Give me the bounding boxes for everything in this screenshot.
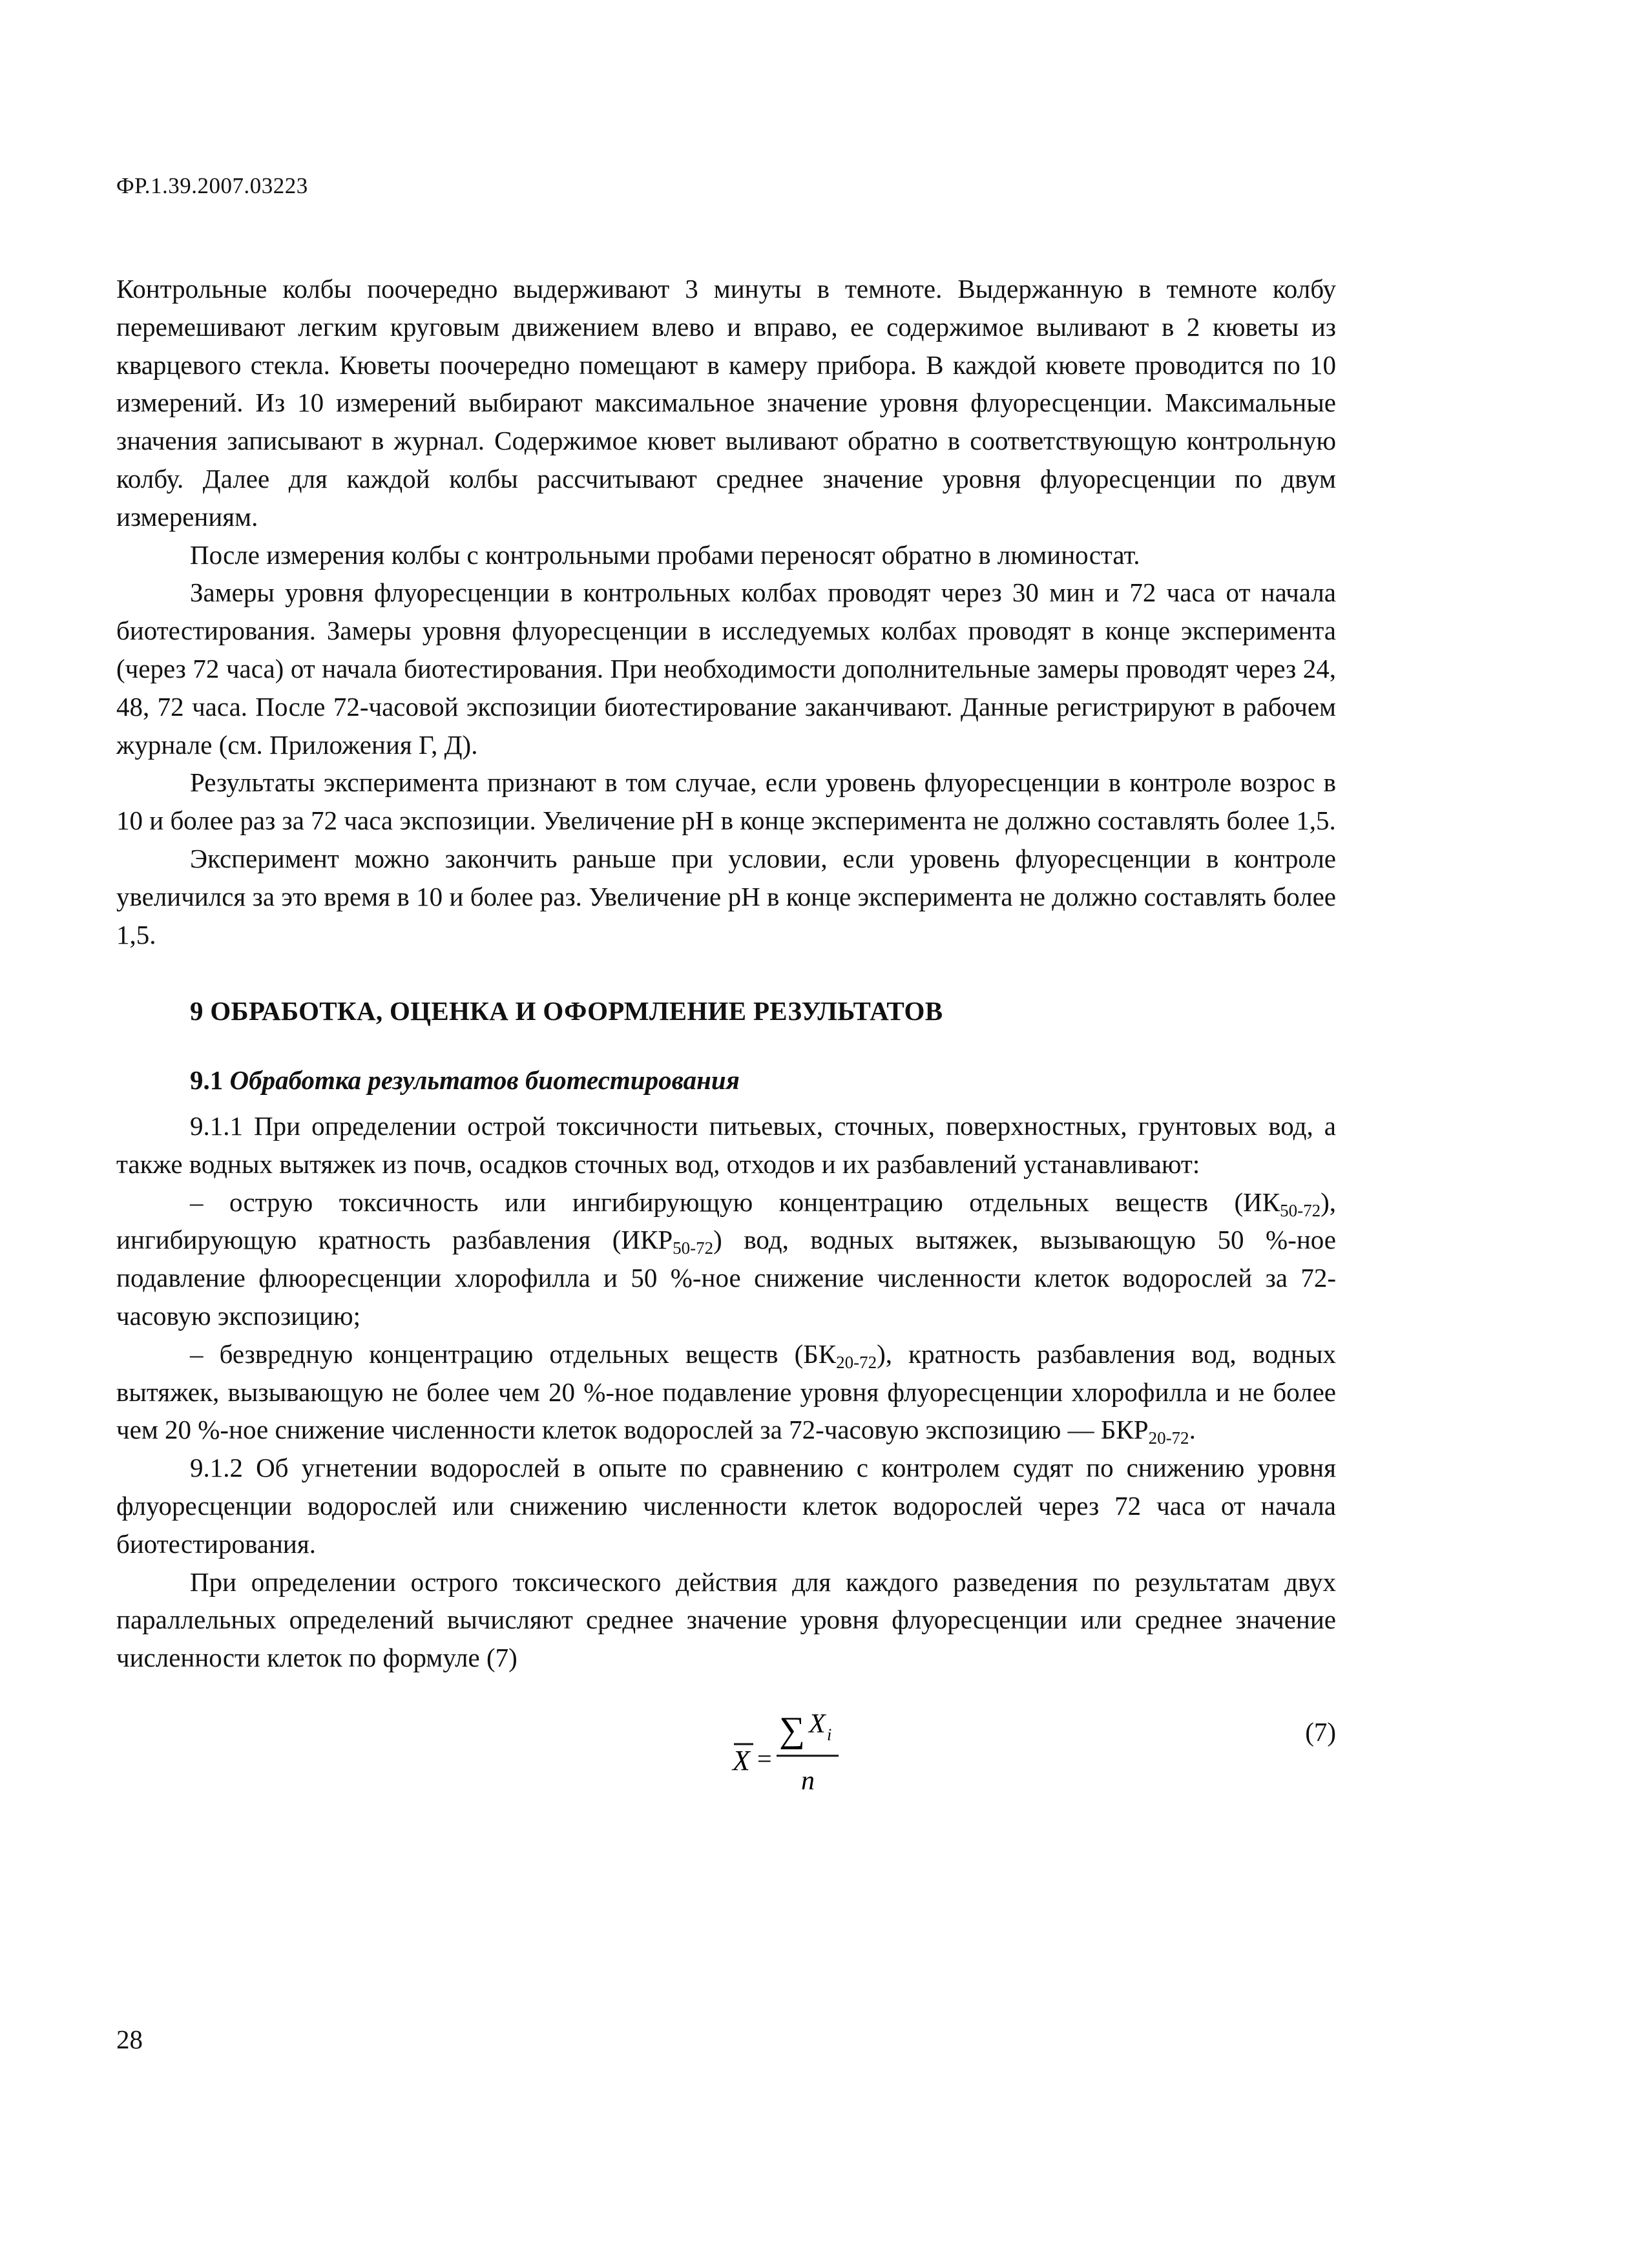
list-item-harmless <box>116 1335 1336 1449</box>
document-code: ФР.1.39.2007.03223 <box>116 173 308 198</box>
sum-symbol: ∑ <box>779 1709 805 1750</box>
paragraph: Контрольные колбы поочередно выдерживают 3 минуты в темноте. Выдержанную в темноте колбу перемешивают легким круговым движением влево и вправо, ее содержимое выливают в 2 кюветы из кварцевого стекла. Кюветы поочередно помещают в камеру прибора. В каждой кювете проводится по 10 измерений. Из 10 измерений выбирают максимальное значение уровня флуоресценции. Максимальные значения записывают в журнал. Содержимое кювет выливают обратно в соответствующую контрольную колбу. Далее для каждой колбы рассчитывают среднее значение уровня флуоресценции по двум измерениям. <box>116 274 1336 532</box>
formula-operator: = <box>757 1743 772 1773</box>
mean-formula <box>607 1683 853 1793</box>
formula-row <box>116 1683 1336 1793</box>
formula-lhs: X <box>733 1744 750 1776</box>
paragraph: После измерения колбы с контрольными пробами переносят обратно в люминостат. <box>190 539 1140 570</box>
paragraph-9-1-1: 9.1.1 При определении острой токсичности питьевых, сточных, поверхностных, грунтовых вод, а также водных вытяжек из почв, осадков сточных вод, отходов и их разбавлений устанавливают: <box>116 1110 1336 1179</box>
page-content <box>116 270 1336 1793</box>
list-item-toxicity <box>116 1183 1336 1335</box>
formula-number: (7) <box>1305 1716 1336 1747</box>
list-item-text: – острую токсичность или ингибирующую концентрацию отдельных веществ (ИК <box>190 1187 1280 1217</box>
list-item-text: – безвредную концентрацию отдельных веществ (БК <box>190 1338 837 1369</box>
subscript: 20-72 <box>836 1352 877 1372</box>
list-item-text: . <box>1189 1415 1196 1445</box>
formula-graphic <box>607 1683 853 1793</box>
paragraph: Эксперимент можно закончить раньше при условии, если уровень флуоресценции в контроле увеличился за это время в 10 и более раз. Увеличение pH в конце эксперимента не должно составлять более 1,5. <box>116 843 1336 950</box>
subscript: 20-72 <box>1148 1428 1189 1448</box>
subscript: 50-72 <box>673 1238 714 1258</box>
subsection-title: Обработка результатов биотестирования <box>229 1065 740 1096</box>
subscript: 50-72 <box>1280 1200 1321 1220</box>
page-number: 28 <box>116 2024 143 2054</box>
formula-variable: X <box>809 1709 826 1739</box>
subsection-heading <box>116 1061 1336 1099</box>
formula-index: i <box>827 1725 832 1744</box>
list-item-text: ), ингибирующую кратность разбавления (ИКР <box>116 1187 1336 1255</box>
paragraph: Замеры уровня флуоресценции в контрольных колбах проводят через 30 мин и 72 часа от начала биотестирования. Замеры уровня флуоресценции в исследуемых колбах проводят в конце эксперимента (через 72 часа) от начала биотестирования. При необходимости дополнительные замеры проводят через 24, 48, 72 часа. После 72-часовой экспозиции биотестирование заканчивают. Данные регистрируют в рабочем журнале (см. Приложения Г, Д). <box>116 577 1336 760</box>
list-item-text: ) вод, водных вытяжек, вызывающую 50 %-ное подавление флюоресценции хлорофилла и 50 %-ное снижение численности клеток водорослей за 72-часовую экспозицию; <box>116 1225 1336 1331</box>
formula-denominator: n <box>801 1765 815 1793</box>
subsection-number: 9.1 <box>190 1065 224 1096</box>
paragraph-formula-intro: При определении острого токсического действия для каждого разведения по результатам двух параллельных определений вычисляют среднее значение уровня флуоресценции или среднее значение численности клеток по формуле (7) <box>116 1566 1336 1673</box>
list-item-text: ), кратность разбавления вод, водных вытяжек, вызывающую не более чем 20 %-ное подавление уровня флуоресценции хлорофилла и не более чем 20 %-ное снижение численности клеток водорослей за 72-часовую экспозицию — БКР <box>116 1338 1336 1445</box>
paragraph-9-1-2: 9.1.2 Об угнетении водорослей в опыте по сравнению с контролем судят по снижению уровня флуоресценции водорослей или снижению численности клеток водорослей через 72 часа от начала биотестирования. <box>116 1453 1336 1559</box>
section-heading: 9 ОБРАБОТКА, ОЦЕНКА И ОФОРМЛЕНИЕ РЕЗУЛЬТАТОВ <box>190 996 943 1026</box>
paragraph: Результаты эксперимента признают в том случае, если уровень флуоресценции в контроле возрос в 10 и более раз за 72 часа экспозиции. Увеличение pH в конце эксперимента не должно составлять более 1,5. <box>116 767 1336 836</box>
